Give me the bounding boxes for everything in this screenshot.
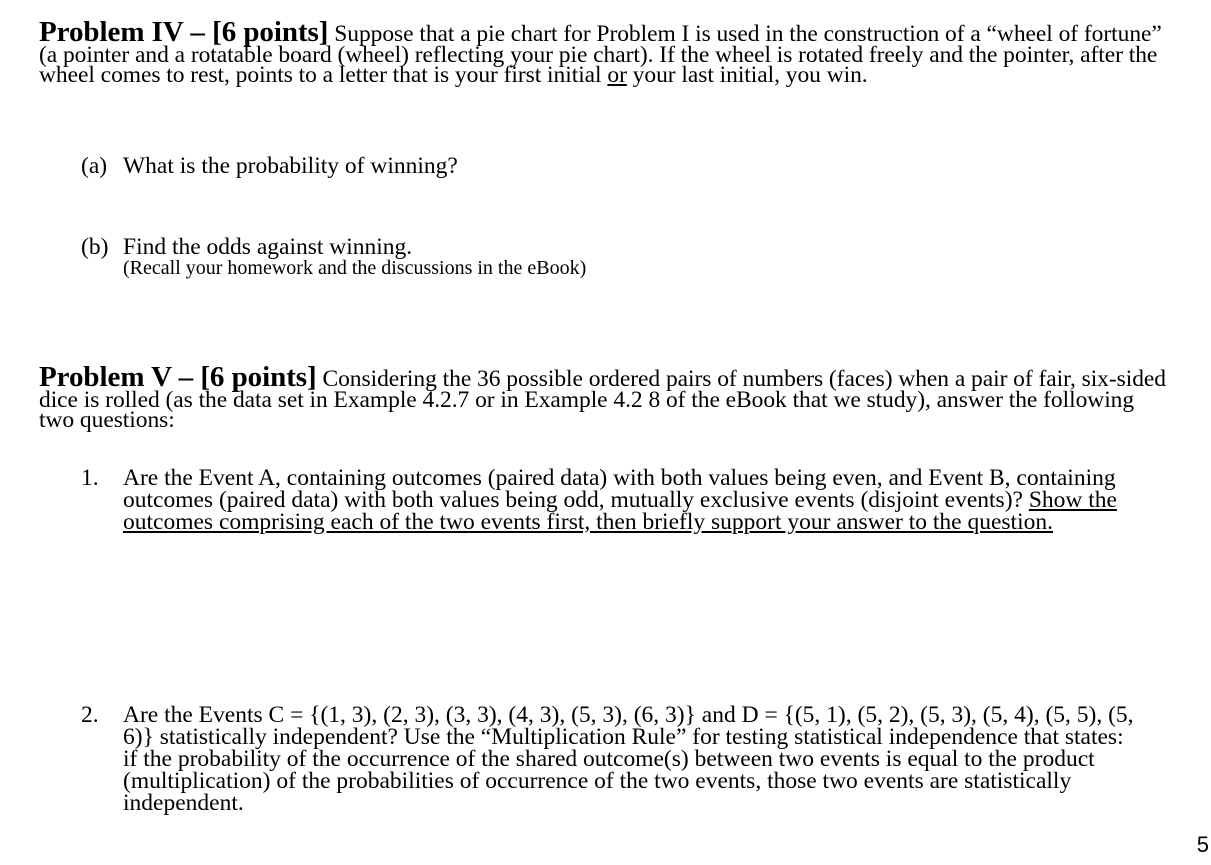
problem-v-question-2	[81, 704, 1141, 814]
part-b-marker: (b)	[81, 234, 109, 260]
page-number: 5	[1196, 832, 1209, 857]
problem-iv-part-b	[81, 236, 1161, 278]
problem-v	[39, 361, 1169, 433]
question-1-text: Are the Event A, containing outcomes (paired data) with both values being even, and Event B, containing outcomes (paired data) with both values being odd, mutually exclusive events (disjoint events)?	[123, 465, 1116, 513]
problem-iv-part-a	[81, 155, 1161, 177]
part-a-text: What is the probability of winning?	[123, 153, 458, 179]
problem-iv-intro: Suppose that a pie chart for Problem I is used in the construction of a “wheel of fortune” (a pointer and a rotatable board (wheel) reflecting your pie chart). If the wheel is rotated freely and the pointer, after the wheel comes to rest, points to a letter that is your first initial	[39, 21, 1162, 88]
question-1-marker: 1.	[81, 465, 99, 491]
question-2-text: Are the Events C = {(1, 3), (2, 3), (3, 3), (4, 3), (5, 3), (6, 3)} and D = {(5, 1), (5, 2), (5, 3), (5, 4), (5, 5), (5, 6)} statistically independent? Use the “Multiplication Rule” for testing statistical independence that states: if the probability of the occurrence of the shared outcome(s) between two events is equal to the product (multiplication) of the probabilities of occurrence of the two events, those two events are statistically independent.	[123, 702, 1134, 816]
question-2-marker: 2.	[81, 702, 99, 728]
problem-iv-or: or	[607, 62, 627, 88]
part-b-note: (Recall your homework and the discussions in the eBook)	[123, 257, 587, 279]
part-b-text: Find the odds against winning.	[123, 234, 413, 260]
problem-iv-intro-end: your last initial, you win.	[626, 62, 868, 88]
question-1-instruction: Show the outcomes comprising each of the two events first, then briefly support your answer to the question.	[123, 487, 1117, 535]
problem-iv	[39, 16, 1169, 88]
problem-v-intro: Considering the 36 possible ordered pairs of numbers (faces) when a pair of fair, six-sided dice is rolled (as the data set in Example 4.2.7 or in Example 4.2 8 of the eBook that we study), answer the following two questions:	[39, 366, 1167, 433]
problem-iv-heading: Problem IV – [6 points]	[39, 16, 329, 48]
problem-v-heading: Problem V – [6 points]	[39, 361, 317, 393]
problem-v-question-1	[81, 467, 1141, 533]
part-a-marker: (a)	[81, 153, 108, 179]
